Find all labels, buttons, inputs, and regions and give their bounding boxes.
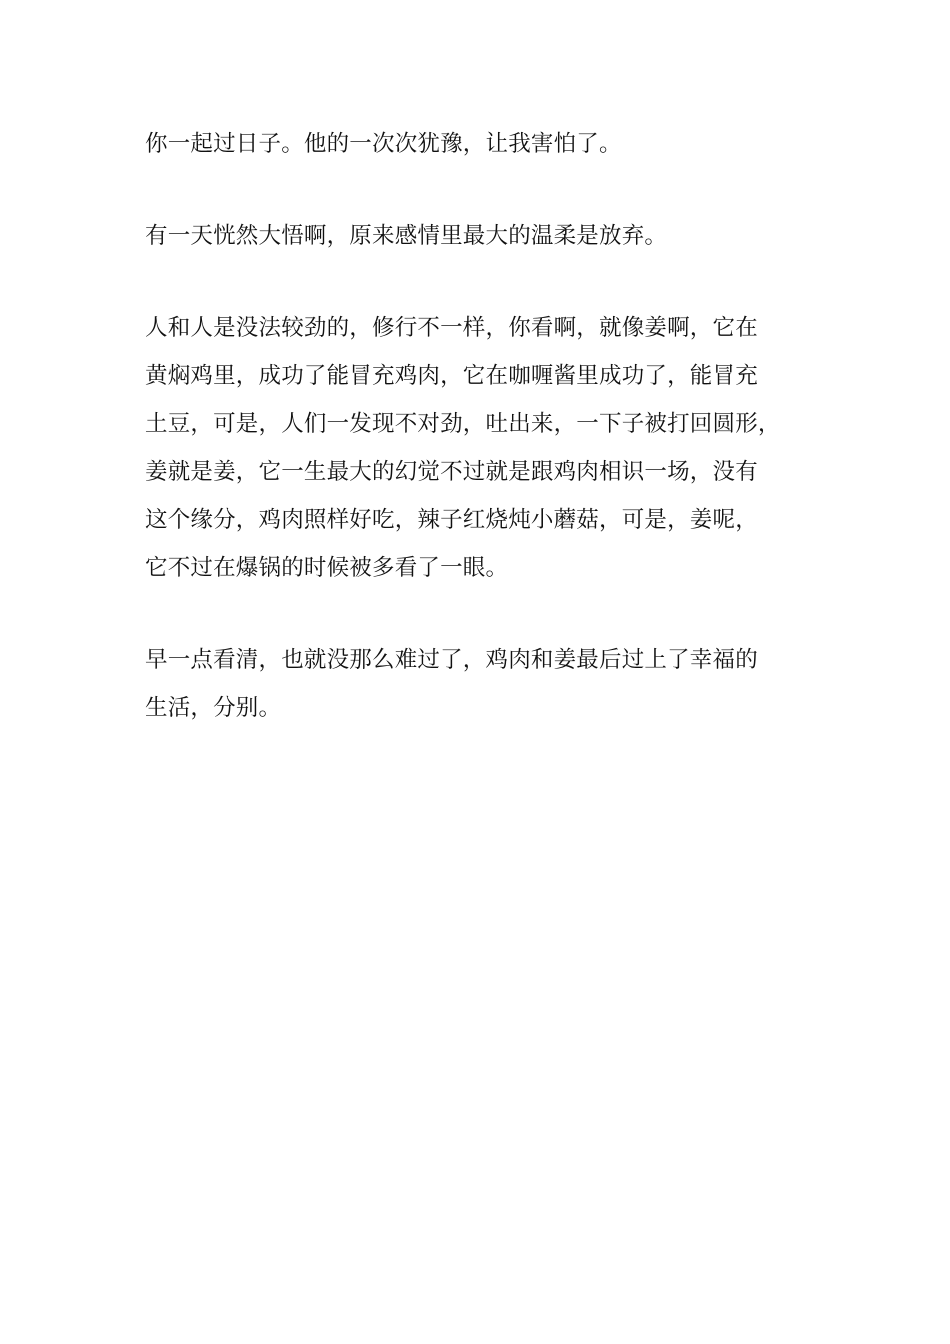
- paragraph-2: [145, 212, 835, 260]
- text-line: 这个缘分，鸡肉照样好吃，辣子红烧炖小蘑菇，可是，姜呢，: [145, 507, 758, 533]
- text-line: 人和人是没法较劲的，修行不一样，你看啊，就像姜啊，它在: [145, 315, 758, 341]
- text-line: 姜就是姜，它一生最大的幻觉不过就是跟鸡肉相识一场，没有: [145, 459, 758, 485]
- text-line: 你一起过日子。他的一次次犹豫，让我害怕了。: [145, 131, 622, 157]
- text-line: 有一天恍然大悟啊，原来感情里最大的温柔是放弃。: [145, 223, 668, 249]
- paragraph-3: [145, 304, 835, 592]
- text-line: 生活，分别。: [145, 695, 282, 721]
- text-line: 黄焖鸡里，成功了能冒充鸡肉，它在咖喱酱里成功了，能冒充: [145, 363, 758, 389]
- paragraph-4: [145, 636, 835, 732]
- text-line: 它不过在爆锅的时候被多看了一眼。: [145, 555, 509, 581]
- paragraph-1: [145, 120, 835, 168]
- text-line: 早一点看清，也就没那么难过了，鸡肉和姜最后过上了幸福的: [145, 647, 758, 673]
- text-line: 土豆，可是，人们一发现不对劲，吐出来，一下子被打回圆形，: [145, 411, 781, 437]
- document-body: [145, 120, 835, 776]
